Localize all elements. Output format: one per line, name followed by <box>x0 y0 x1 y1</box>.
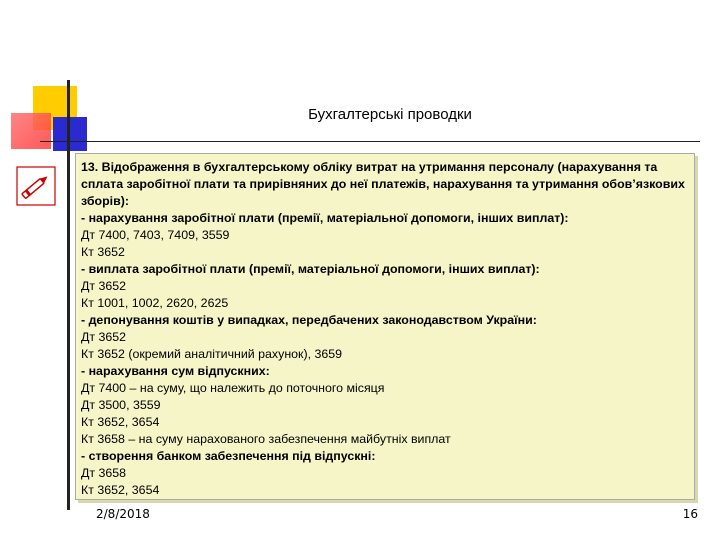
entry-line: Дт 7400 – на суму, що належить до поточного місяця <box>81 381 385 395</box>
entry-line: Дт 7400, 7403, 7409, 3559 <box>81 228 230 242</box>
entry-heading: - створення банком забезпечення під відпускні: <box>81 449 376 463</box>
slide-title: Бухгалтерські проводки <box>308 106 472 123</box>
entry-heading: - виплата заробітної плати (премії, матеріальної допомоги, інших виплат): <box>81 262 540 276</box>
entry-line: Кт 3658 – на суму нарахованого забезпечення майбутніх виплат <box>81 432 451 446</box>
entry-line: Дт 3500, 3559 <box>81 398 161 412</box>
pen-icon <box>16 166 56 206</box>
entry-heading: - нарахування заробітної плати (премії, матеріальної допомоги, інших виплат): <box>81 211 569 225</box>
decor-red-square <box>11 113 51 149</box>
entry-line: Кт 3652, 3654 <box>81 415 160 429</box>
entry-heading: - нарахування сум відпускних: <box>81 364 270 378</box>
decor-horizontal-line <box>40 141 700 142</box>
entry-line: Кт 3652, 3654 <box>81 483 160 497</box>
decor-vertical-line <box>67 80 70 510</box>
entry-line: Дт 3652 <box>81 330 127 344</box>
entry-heading: - депонування коштів у випадках, передбачених законодавством України: <box>81 313 537 327</box>
section-heading: 13. Відображення в бухгалтерському обліку витрат на утримання персоналу (нарахування та сплата заробітної плати та прирівняних до неї платежів, нарахування та утримання обов’язкових зборів): <box>81 160 685 208</box>
entry-line: Дт 3652 <box>81 279 127 293</box>
entry-line: Дт 3658 <box>81 466 127 480</box>
page-number: 16 <box>682 507 698 521</box>
entry-line: Кт 3652 (окремий аналітичний рахунок), 3659 <box>81 347 343 361</box>
footer-date: 2/8/2018 <box>96 507 150 521</box>
content-box <box>75 153 695 500</box>
decor-blue-square <box>53 117 87 151</box>
entry-line: Кт 3652 <box>81 245 125 259</box>
entry-line: Кт 1001, 1002, 2620, 2625 <box>81 296 229 310</box>
